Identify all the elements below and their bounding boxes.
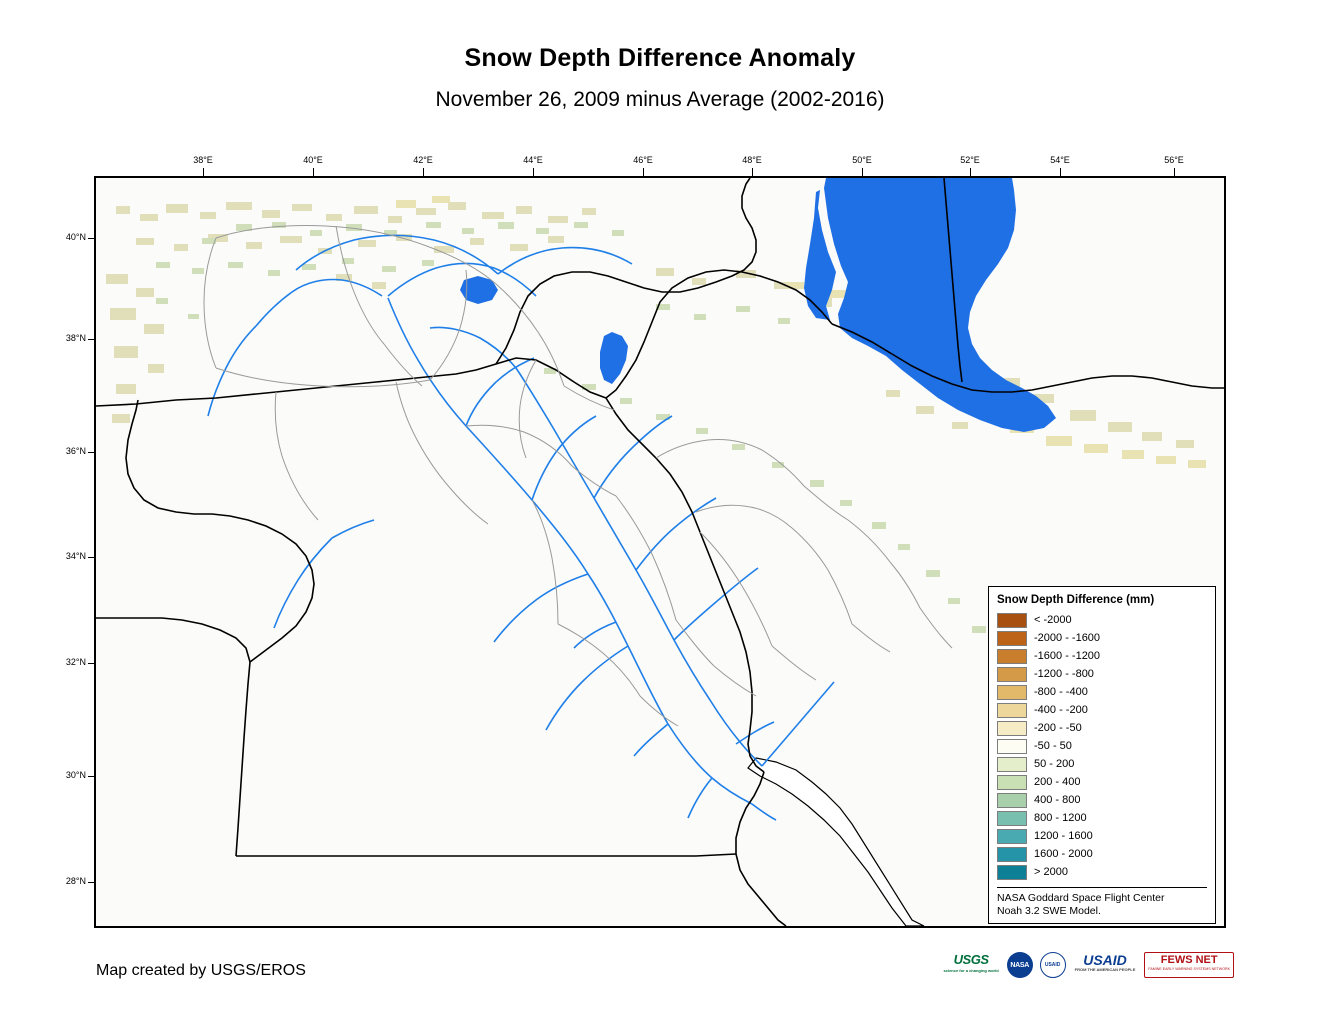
legend-swatch — [997, 793, 1027, 808]
legend-entry — [997, 629, 1207, 647]
map-canvas-frame[interactable] — [94, 176, 1226, 928]
legend-swatch — [997, 649, 1027, 664]
lat-label: 34°N — [65, 551, 86, 561]
lon-label: 42°E — [413, 155, 433, 165]
legend-label: -1600 - -1200 — [1034, 650, 1101, 662]
legend-note — [997, 887, 1207, 918]
legend-swatch — [997, 667, 1027, 682]
legend-note-line-2: Noah 3.2 SWE Model. — [997, 905, 1101, 917]
usgs-logo-sub: science for a changing world — [943, 968, 999, 973]
lon-tick — [862, 168, 863, 176]
usaid-seal-logo — [1040, 952, 1066, 978]
legend-swatch — [997, 865, 1027, 880]
lat-label: 32°N — [65, 657, 86, 667]
lon-label: 44°E — [523, 155, 543, 165]
map-credit: Map created by USGS/EROS — [96, 962, 306, 979]
legend-swatch — [997, 811, 1027, 826]
legend-label: -400 - -200 — [1034, 704, 1088, 716]
legend-entry — [997, 665, 1207, 683]
lat-label: 36°N — [65, 446, 86, 456]
lat-label: 30°N — [65, 770, 86, 780]
lon-tick — [203, 168, 204, 176]
legend-label: 800 - 1200 — [1034, 812, 1087, 824]
lon-label: 48°E — [742, 155, 762, 165]
legend-swatch — [997, 721, 1027, 736]
usaid-logo-sub: FROM THE AMERICAN PEOPLE — [1074, 967, 1136, 972]
nasa-logo-text: NASA — [1010, 961, 1029, 969]
lon-tick — [643, 168, 644, 176]
legend-label: > 2000 — [1034, 866, 1068, 878]
legend-swatch — [997, 685, 1027, 700]
legend-label: -50 - 50 — [1034, 740, 1072, 752]
legend-entry — [997, 773, 1207, 791]
legend-label: 50 - 200 — [1034, 758, 1075, 770]
legend-entry — [997, 827, 1207, 845]
legend-entry — [997, 683, 1207, 701]
usaid-logo — [1073, 952, 1138, 978]
lon-tick — [533, 168, 534, 176]
legend-swatch — [997, 775, 1027, 790]
legend-entry — [997, 755, 1207, 773]
lon-label: 52°E — [960, 155, 980, 165]
legend-rows — [997, 611, 1207, 881]
lon-label: 46°E — [633, 155, 653, 165]
legend-entry — [997, 845, 1207, 863]
legend-label: < -2000 — [1034, 614, 1072, 626]
usgs-logo — [943, 952, 1000, 978]
legend-swatch — [997, 703, 1027, 718]
page-title: Snow Depth Difference Anomaly — [464, 44, 856, 72]
legend-swatch — [997, 829, 1027, 844]
lat-label: 40°N — [65, 232, 86, 242]
lon-label: 54°E — [1050, 155, 1070, 165]
legend-swatch — [997, 757, 1027, 772]
legend-label: 1600 - 2000 — [1034, 848, 1093, 860]
legend-entry — [997, 809, 1207, 827]
usaid-seal-text: USAID — [1044, 962, 1061, 968]
legend-note-line-1: NASA Goddard Space Flight Center — [997, 892, 1165, 904]
nasa-logo — [1007, 952, 1033, 978]
legend-label: 200 - 400 — [1034, 776, 1081, 788]
legend-swatch — [997, 613, 1027, 628]
legend-swatch — [997, 847, 1027, 862]
legend-entry — [997, 719, 1207, 737]
usaid-logo-text: USAID — [1083, 952, 1127, 968]
legend-label: -200 - -50 — [1034, 722, 1082, 734]
lon-label: 50°E — [852, 155, 872, 165]
legend-entry — [997, 863, 1207, 881]
legend-entry — [997, 737, 1207, 755]
legend-entry — [997, 701, 1207, 719]
lon-label: 38°E — [193, 155, 213, 165]
fewsnet-logo-text: FEWS NET — [1160, 954, 1218, 966]
legend-panel — [988, 586, 1216, 924]
lon-tick — [313, 168, 314, 176]
lon-tick — [423, 168, 424, 176]
lon-label: 56°E — [1164, 155, 1184, 165]
legend-title: Snow Depth Difference (mm) — [997, 594, 1155, 606]
lon-tick — [1174, 168, 1175, 176]
page-subtitle: November 26, 2009 minus Average (2002-2016) — [435, 88, 885, 111]
lon-tick — [970, 168, 971, 176]
fewsnet-logo — [1144, 952, 1234, 978]
lon-tick — [752, 168, 753, 176]
legend-entry — [997, 791, 1207, 809]
legend-label: 400 - 800 — [1034, 794, 1081, 806]
legend-entry — [997, 611, 1207, 629]
legend-label: -800 - -400 — [1034, 686, 1088, 698]
fewsnet-logo-sub: FAMINE EARLY WARNING SYSTEMS NETWORK — [1148, 967, 1230, 971]
legend-swatch — [997, 631, 1027, 646]
footer-logos — [943, 952, 1234, 978]
usgs-logo-text: USGS — [953, 952, 989, 967]
legend-entry — [997, 647, 1207, 665]
legend-label: -2000 - -1600 — [1034, 632, 1101, 644]
legend-label: 1200 - 1600 — [1034, 830, 1093, 842]
legend-swatch — [997, 739, 1027, 754]
lat-label: 38°N — [65, 333, 86, 343]
lon-label: 40°E — [303, 155, 323, 165]
lat-label: 28°N — [65, 876, 86, 886]
lon-tick — [1060, 168, 1061, 176]
legend-label: -1200 - -800 — [1034, 668, 1094, 680]
